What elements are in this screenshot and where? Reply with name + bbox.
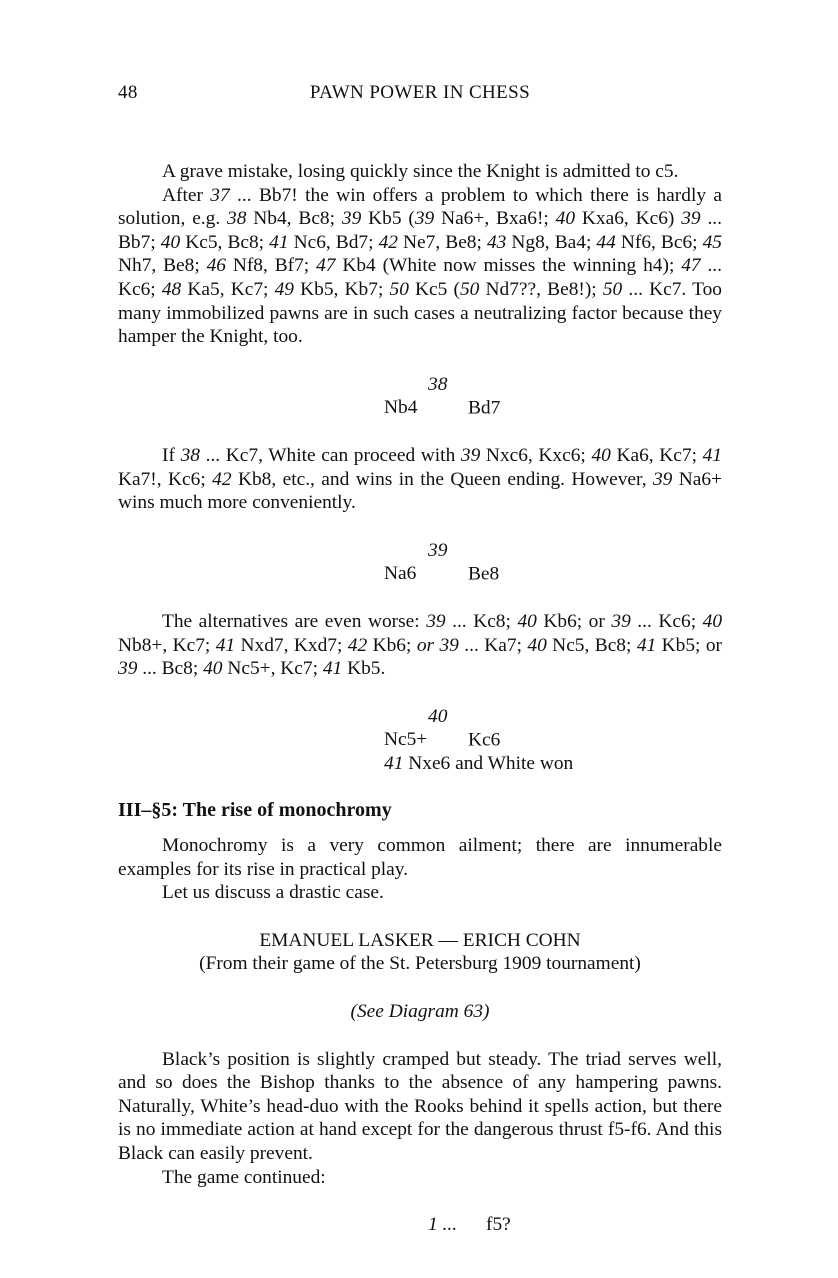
move-41: 41 Nxe6 and White won [384, 752, 574, 774]
paragraph-alternatives: The alternatives are even worse: 39 ... Kc8; 40 Kb6; or 39 ... Kc6; 40 Nb8+, Kc7; 41 Nxd7, Kxd7; 42 Kb6; or 39 ... Ka7; 40 Nc5, Bc8; 41 Kb5; or 39 ... Bc8; 40 Nc5+, Kc7; 41 Kb5. [118, 610, 723, 680]
move-39: 39 Na6 Be8 [384, 539, 500, 585]
move-38: 38 Nb4 Bd7 [384, 373, 501, 419]
paragraph-if-38: If 38 ... Kc7, White can proceed with 39 Nxc6, Kxc6; 40 Ka6, Kc7; 41 Ka7!, Kc6; 42 Kb8, etc., and wins in the Queen ending. However, 39 Na6+ wins much more conveniently. [118, 444, 722, 514]
page-number: 48 [118, 82, 138, 103]
running-head [118, 82, 722, 108]
move-40: 40 Nc5+ Kc6 [384, 705, 501, 751]
running-title: PAWN POWER IN CHESS [309, 82, 531, 103]
paragraph-grave-mistake: A grave mistake, losing quickly since the Knight is admitted to c5. [162, 161, 679, 182]
move-1: 1 ... f5? [428, 1214, 511, 1236]
game-event: (From their game of the St. Petersburg 1909 tournament) [199, 953, 641, 975]
diagram-reference: (See Diagram 63) [350, 1001, 490, 1023]
paragraph-drastic-case: Let us discuss a drastic case. [162, 882, 384, 904]
paragraph-monochromy-intro: Monochromy is a very common ailment; there are innumerable examples for its rise in practical play. [118, 835, 722, 880]
paragraph-continued: The game continued: [162, 1166, 326, 1188]
body-text [118, 160, 722, 1237]
game-players: EMANUEL LASKER — ERICH COHN [259, 929, 581, 951]
paragraph-after-37: After 37 ... Bb7! the win offers a problem to which there is hardly a solution, e.g. 38 Nb4, Bc8; 39 Kb5 (39 Na6+, Bxa6!; 40 Kxa6, Kc6) 39 ... Bb7; 40 Kc5, Bc8; 41 Nc6, Bd7; 42 Ne7, Be8; 43 Ng8, Ba4; 44 Nf6, Bc6; 45 Nh7, Be8; 46 Nf8, Bf7; 47 Kb4 (White now misses the winning h4); 47 ... Kc6; 48 Ka5, Kc7; 49 Kb5, Kb7; 50 Kc5 (50 Nd7??, Be8!); 50 ... Kc7. Too many immobilized pawns are in such cases a neutralizing factor because they hamper the Knight, too. [118, 184, 723, 348]
paragraph-analysis: Black’s position is slightly cramped but steady. The triad serves well, and so does the Bishop thanks to the absence of any hampering pawns. Naturally, White’s head-duo with the Rooks behind it spells action, but there is no immediate action at hand except for the dangerous thrust f5-f6. And this Black can easily prevent. [118, 1048, 722, 1164]
section-heading: III–§5: The rise of monochromy [118, 799, 392, 822]
